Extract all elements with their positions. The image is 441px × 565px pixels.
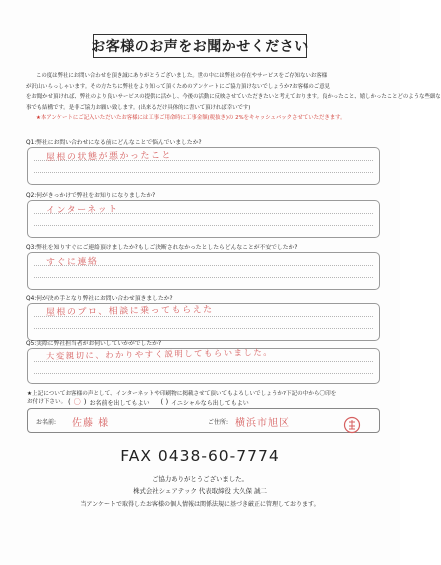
question-4-answer-box[interactable] bbox=[27, 303, 380, 341]
question-5-answer: 大変親切に、わかりやすく説明してもらいました。 bbox=[45, 347, 274, 361]
page-title: お客様のお声をお聞かせください bbox=[93, 34, 307, 58]
customer-info-box bbox=[27, 408, 380, 433]
address-label: ご住所: bbox=[208, 419, 229, 426]
question-4-label: Q4:何が決め手となり弊社にお問い合わせ頂きましたか? bbox=[26, 296, 173, 302]
choice-initial-label: イニシャルなら出してもよい bbox=[171, 399, 249, 407]
answer-rule bbox=[34, 328, 373, 329]
question-1-answer: 屋根の状態が悪かったこと bbox=[45, 150, 173, 163]
question-3-answer: すぐに連絡 bbox=[45, 257, 99, 268]
answer-rule bbox=[34, 172, 373, 173]
question-3-label: Q3:弊社を知りすぐにご連絡頂けましたか?もしご決断されなかったとしたらどんなことが不安でしたか? bbox=[26, 245, 298, 251]
seal-stamp-icon bbox=[343, 416, 361, 434]
name-label: お名前: bbox=[36, 419, 57, 426]
question-2-answer-box[interactable] bbox=[27, 200, 380, 238]
intro-text bbox=[26, 71, 441, 124]
question-2-answer: インターネット bbox=[45, 204, 119, 216]
publish-note: ★上記についてお客様の声として、インターネットや印刷物に掲載させて頂いてもよろしいでしょうか?下記の中から〇印を bbox=[27, 391, 337, 397]
intro-line: をお聞かせ頂ければ、弊社のより良いサービスの提供に活かし、今後の活動に反映させていただきたいと考えております。良かったこと、嬉しかったことどのような些細な bbox=[26, 94, 441, 101]
publish-note-tail: お付け下さい。 bbox=[27, 399, 67, 405]
intro-line: この度は弊社にお問い合わせを頂き誠にありがとうございました。世の中には弊社の存在やサービスをご存知ないお客様 bbox=[36, 73, 328, 79]
question-5-answer-box[interactable] bbox=[27, 348, 380, 384]
question-1-label: Q1:弊社にお問い合わせになる前にどんなことで悩んでいましたか? bbox=[26, 140, 202, 146]
selected-circle-mark: 〇 bbox=[73, 398, 81, 406]
fax-number: FAX 0438-60-7774 bbox=[120, 447, 280, 465]
question-4-answer: 屋根のプロ、相談に乗ってもらえた bbox=[45, 305, 214, 318]
choices-line bbox=[68, 397, 249, 407]
customer-name[interactable]: 佐藤 様 bbox=[72, 418, 110, 429]
company-text: 株式会社シェアテック 代表取締役 大久保 誠二 bbox=[133, 487, 267, 495]
answer-rule bbox=[34, 277, 373, 278]
choice-paren-close: ) bbox=[83, 398, 87, 406]
question-3-answer-box[interactable] bbox=[27, 252, 380, 290]
question-5-label: Q5:実際に弊社担当者がお伺いしていかがでしたか? bbox=[26, 341, 162, 347]
customer-address[interactable]: 横浜市旭区 bbox=[235, 418, 290, 429]
privacy-text: 当アンケートで取得したお客様の個人情報は関係法規に基づき厳正に管理しております。 bbox=[80, 501, 320, 508]
cashback-note: ★本アンケートにご記入いただいたお客様には工事ご用命時に工事金額(税抜き)の 2%をキャッシュバックさせていただきます。 bbox=[36, 115, 346, 122]
thanks-text: ご協力ありがとうございました。 bbox=[152, 475, 248, 483]
choice-name-ok-checkbox[interactable]: ( bbox=[68, 398, 71, 406]
answer-rule bbox=[34, 225, 373, 226]
choice-name-ok-label: お名前を出してもよい bbox=[89, 399, 150, 407]
answer-rule bbox=[34, 373, 373, 374]
question-2-label: Q2:何がきっかけで弊社をお知りになりましたか? bbox=[26, 193, 156, 199]
intro-line: が沢山いらっしゃいます。その方たちに弊社をより知って頂くためのアンケートにご協力頂けないでしょうか?お客様のご意見 bbox=[26, 83, 330, 90]
intro-line: 事でも結構です。是非ご協力お願い致します。(出来るだけ具体的に書いて頂ければ幸いです) bbox=[26, 104, 251, 111]
choice-initial-checkbox[interactable]: ( ) bbox=[160, 398, 169, 406]
question-1-answer-box[interactable] bbox=[27, 147, 380, 185]
